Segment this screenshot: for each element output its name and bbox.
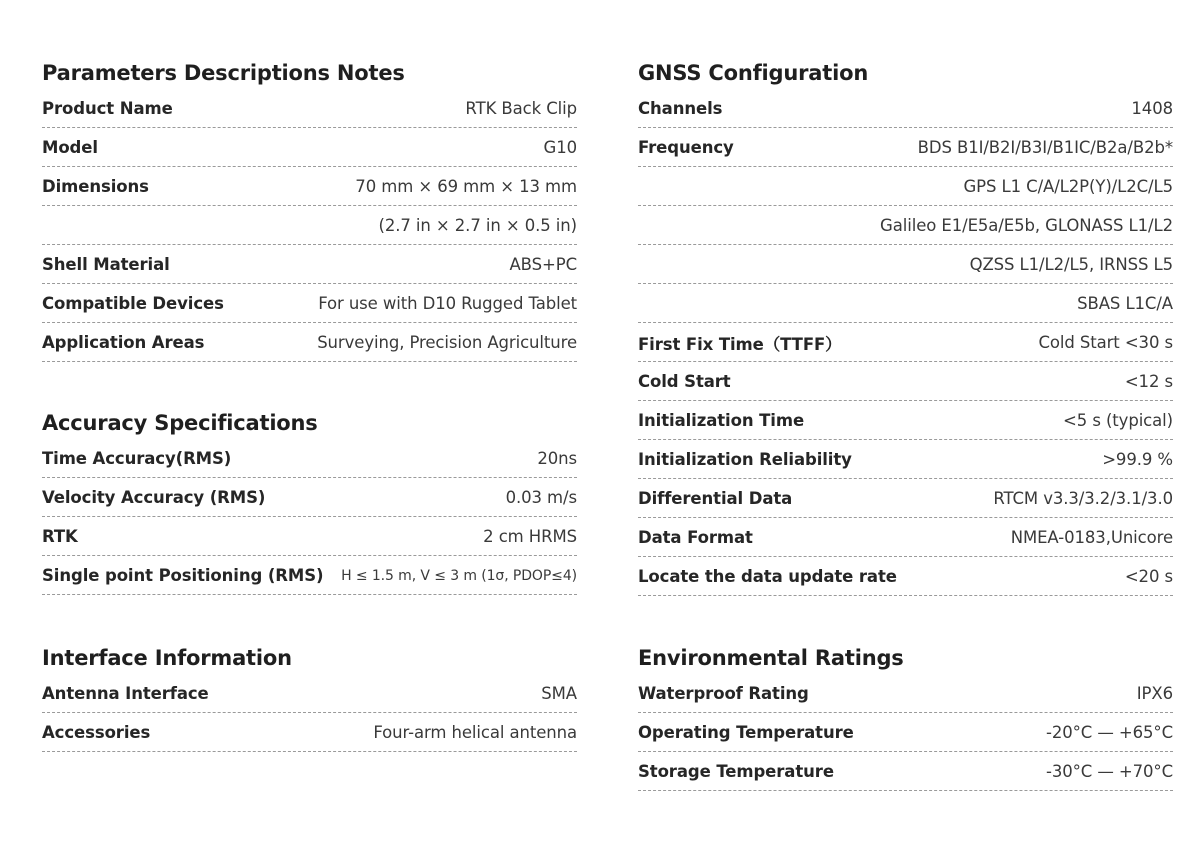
row-value: SMA: [541, 684, 577, 703]
row-label: Compatible Devices: [42, 294, 224, 313]
table-row: [638, 129, 1173, 167]
table-row: [638, 519, 1173, 557]
accuracy-table: [42, 440, 577, 595]
row-value: <20 s: [1124, 567, 1173, 586]
row-value: <5 s (typical): [1063, 411, 1173, 430]
row-value: >99.9 %: [1102, 450, 1173, 469]
table-row: [42, 168, 577, 206]
row-value: For use with D10 Rugged Tablet: [318, 294, 577, 313]
row-label: Cold Start: [638, 372, 731, 391]
table-row: [42, 207, 577, 245]
table-row: [42, 557, 577, 595]
interface-table: [42, 675, 577, 752]
row-label: First Fix Time（TTFF）: [638, 334, 842, 354]
section-title: GNSS Configuration: [638, 61, 869, 85]
parameters-section: [42, 56, 577, 363]
row-value: QZSS L1/L2/L5, IRNSS L5: [969, 255, 1173, 274]
parameters-table: [42, 90, 577, 362]
row-value: 70 mm × 69 mm × 13 mm: [355, 177, 577, 196]
row-label: Time Accuracy(RMS): [42, 449, 232, 468]
table-row: [638, 324, 1173, 362]
row-value: 1408: [1131, 99, 1173, 118]
row-value: SBAS L1C/A: [1077, 294, 1173, 313]
row-label: Storage Temperature: [638, 762, 834, 781]
interface-section: [42, 641, 577, 753]
row-label: Model: [42, 138, 98, 157]
row-label: Shell Material: [42, 255, 170, 274]
row-value: IPX6: [1136, 684, 1173, 703]
table-row: [42, 90, 577, 128]
table-row: [638, 441, 1173, 479]
row-label: Locate the data update rate: [638, 567, 897, 586]
table-row: [42, 246, 577, 284]
row-label: Antenna Interface: [42, 684, 209, 703]
table-row: [638, 675, 1173, 713]
table-row: [42, 440, 577, 478]
row-label: Frequency: [638, 138, 734, 157]
environmental-table: [638, 675, 1173, 791]
table-row: [42, 479, 577, 517]
row-value: G10: [543, 138, 577, 157]
gnss-table: [638, 90, 1173, 596]
row-label: Data Format: [638, 528, 753, 547]
table-row: [42, 285, 577, 323]
row-label: Single point Positioning (RMS): [42, 566, 324, 585]
table-row: [638, 753, 1173, 791]
table-row: [638, 714, 1173, 752]
row-value: RTK Back Clip: [465, 99, 577, 118]
row-label: Initialization Time: [638, 411, 805, 430]
row-label: Differential Data: [638, 489, 793, 508]
row-value: GPS L1 C/A/L2P(Y)/L2C/L5: [963, 177, 1173, 196]
row-value: 0.03 m/s: [505, 488, 577, 507]
row-value: Four-arm helical antenna: [373, 723, 577, 742]
row-value: Cold Start <30 s: [1038, 333, 1173, 352]
environmental-section: [638, 641, 1173, 792]
table-row: [42, 675, 577, 713]
row-label: RTK: [42, 527, 78, 546]
row-value: <12 s: [1124, 372, 1173, 391]
row-label: Waterproof Rating: [638, 684, 809, 703]
row-value: RTCM v3.3/3.2/3.1/3.0: [993, 489, 1173, 508]
row-value: ABS+PC: [509, 255, 577, 274]
row-label: Dimensions: [42, 177, 149, 196]
table-row: [638, 168, 1173, 206]
table-row: [638, 246, 1173, 284]
section-title: Environmental Ratings: [638, 646, 904, 670]
table-row: [638, 402, 1173, 440]
gnss-section: [638, 56, 1173, 597]
section-title: Interface Information: [42, 646, 292, 670]
table-row: [638, 363, 1173, 401]
accuracy-section: [42, 406, 577, 596]
row-value: -20°C — +65°C: [1045, 723, 1173, 742]
row-value: 20ns: [537, 449, 577, 468]
table-row: [42, 129, 577, 167]
row-label: Channels: [638, 99, 723, 118]
row-label: Operating Temperature: [638, 723, 854, 742]
table-row: [638, 558, 1173, 596]
row-value: NMEA-0183,Unicore: [1010, 528, 1173, 547]
table-row: [42, 518, 577, 556]
table-row: [638, 285, 1173, 323]
row-label: Accessories: [42, 723, 151, 742]
table-row: [42, 324, 577, 362]
section-title: Parameters Descriptions Notes: [42, 61, 405, 85]
row-value: Surveying, Precision Agriculture: [317, 333, 577, 352]
row-value: -30°C — +70°C: [1045, 762, 1173, 781]
section-title: Accuracy Specifications: [42, 411, 318, 435]
row-value: 2 cm HRMS: [483, 527, 577, 546]
table-row: [638, 90, 1173, 128]
row-value: Galileo E1/E5a/E5b, GLONASS L1/L2: [880, 216, 1173, 235]
table-row: [42, 714, 577, 752]
row-value: (2.7 in × 2.7 in × 0.5 in): [378, 216, 577, 235]
row-label: Initialization Reliability: [638, 450, 852, 469]
row-value: BDS B1I/B2I/B3I/B1IC/B2a/B2b*: [917, 138, 1173, 157]
table-row: [638, 480, 1173, 518]
row-label: Application Areas: [42, 333, 205, 352]
row-value: H ≤ 1.5 m, V ≤ 3 m (1σ, PDOP≤4): [341, 567, 577, 584]
row-label: Velocity Accuracy (RMS): [42, 488, 266, 507]
row-label: Product Name: [42, 99, 173, 118]
table-row: [638, 207, 1173, 245]
